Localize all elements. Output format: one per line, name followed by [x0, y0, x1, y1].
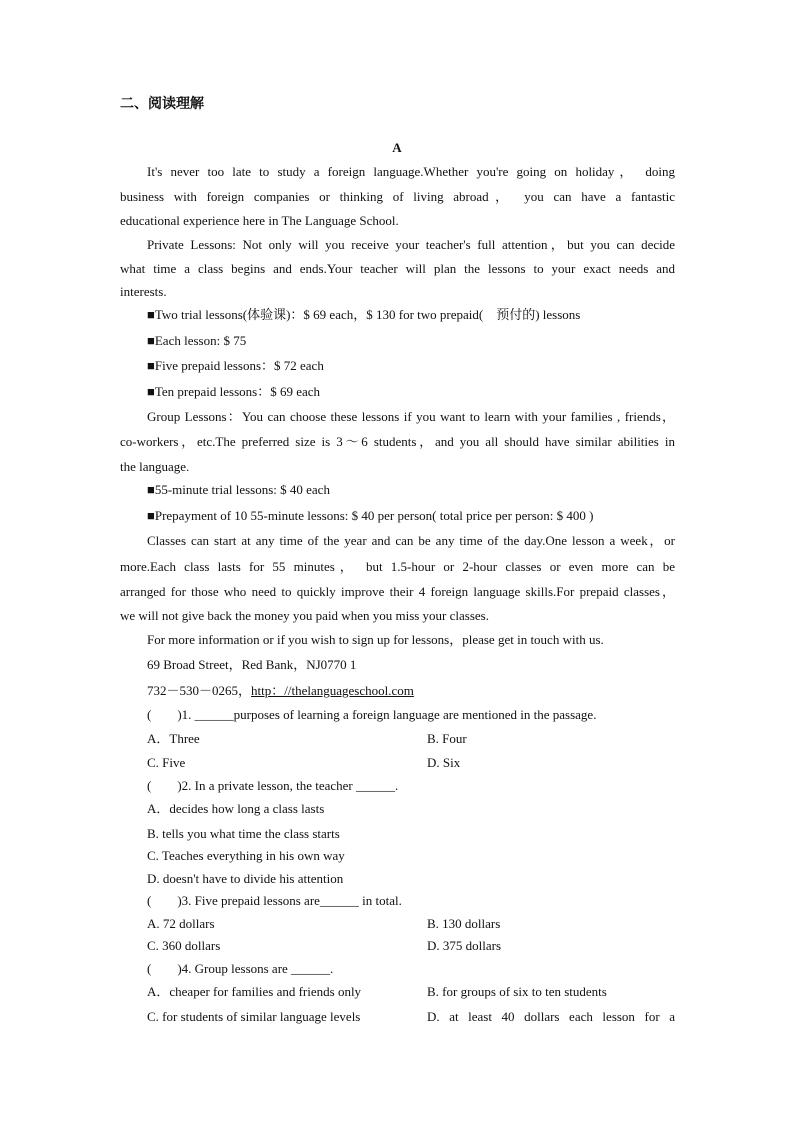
group-line-2: co-workers，etc.The preferred size is 3～6 students，and you all should have similar abilities in	[120, 434, 675, 449]
q2-option-d[interactable]: D. doesn't have to divide his attention	[147, 871, 344, 886]
q2-option-c[interactable]: C. Teaches everything in his own way	[147, 848, 345, 863]
q4-option-a[interactable]: A．cheaper for families and friends only	[147, 984, 362, 999]
q4-option-c[interactable]: C. for students of similar language levels	[147, 1009, 361, 1024]
classes-line-4: we will not give back the money you paid when you miss your classes.	[120, 608, 489, 623]
private-price-ten: ■Ten prepaid lessons：$ 69 each	[147, 384, 321, 399]
group-price-trial: ■55-minute trial lessons: $ 40 each	[147, 482, 330, 497]
contact-line	[147, 682, 414, 699]
q3-option-a[interactable]: A. 72 dollars	[147, 916, 215, 931]
q4-option-d[interactable]: D. at least 40 dollars each lesson for a	[427, 1009, 675, 1024]
private-line-3: interests.	[120, 284, 167, 299]
passage-label: A	[392, 140, 402, 155]
contact-more-info: For more information or if you wish to sign up for lessons，please get in touch with us.	[147, 632, 604, 647]
q3-option-c[interactable]: C. 360 dollars	[147, 938, 221, 953]
q3-option-b[interactable]: B. 130 dollars	[427, 916, 501, 931]
classes-line-1: Classes can start at any time of the year and can be any time of the day.One lesson a week，or	[147, 533, 675, 548]
private-price-each: ■Each lesson: $ 75	[147, 333, 247, 348]
group-price-prepayment: ■Prepayment of 10 55-minute lessons: $ 40 per person( total price per person: $ 400 )	[147, 508, 594, 523]
contact-address: 69 Broad Street，Red Bank，NJ0770 1	[147, 657, 357, 672]
section-title: 二、阅读理解	[120, 96, 204, 112]
q3-option-d[interactable]: D. 375 dollars	[427, 938, 502, 953]
q4-option-b[interactable]: B. for groups of six to ten students	[427, 984, 607, 999]
q2-option-b[interactable]: B. tells you what time the class starts	[147, 826, 340, 841]
q1-option-d[interactable]: D. Six	[427, 755, 461, 770]
q1-option-a[interactable]: A．Three	[147, 731, 200, 746]
private-line-1: Private Lessons: Not only will you receive your teacher's full attention，but you can decide	[147, 237, 675, 252]
intro-line-3: educational experience here in The Language School.	[120, 213, 399, 228]
intro-line-2: business with foreign companies or thinking of living abroad， you can have a fantastic	[120, 189, 675, 204]
contact-phone: 732－530－0265，	[147, 683, 252, 698]
group-line-1: Group Lessons：You can choose these lessons if you want to learn with your families , friends，	[147, 409, 675, 424]
private-line-2: what time a class begins and ends.Your teacher will plan the lessons to your exact needs and	[120, 261, 675, 276]
private-price-five: ■Five prepaid lessons：$ 72 each	[147, 358, 324, 373]
question-2-stem: ( )2. In a private lesson, the teacher ______.	[147, 778, 399, 793]
question-3-stem: ( )3. Five prepaid lessons are______ in total.	[147, 893, 402, 908]
q1-option-c[interactable]: C. Five	[147, 755, 186, 770]
intro-line-1: It's never too late to study a foreign language.Whether you're going on holiday， doing	[147, 164, 675, 179]
group-line-3: the language.	[120, 459, 190, 474]
private-price-trial: ■Two trial lessons(体验课)：$ 69 each，$ 130 for two prepaid( 预付的) lessons	[147, 307, 581, 322]
classes-line-2: more.Each class lasts for 55 minutes， but 1.5-hour or 2-hour classes or even more can be	[120, 559, 675, 574]
contact-url-link[interactable]: http：//thelanguageschool.com	[251, 683, 414, 698]
question-4-stem: ( )4. Group lessons are ______.	[147, 961, 334, 976]
q1-option-b[interactable]: B. Four	[427, 731, 467, 746]
classes-line-3: arranged for those who need to quickly improve their 4 foreign language skills.For prepaid classes，	[120, 584, 675, 599]
question-1-stem: ( )1. ______purposes of learning a foreign language are mentioned in the passage.	[147, 707, 597, 722]
q2-option-a[interactable]: A．decides how long a class lasts	[147, 801, 325, 816]
